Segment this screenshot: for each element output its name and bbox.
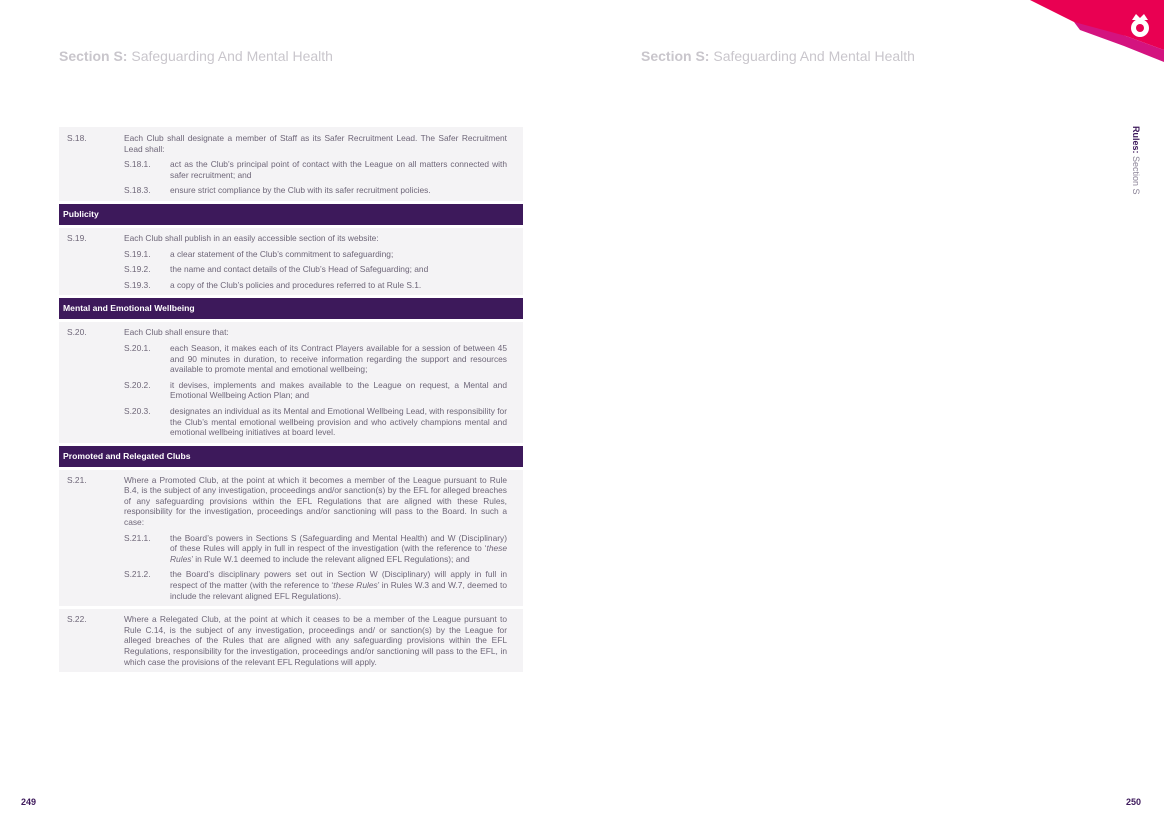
subrule-number: S.20.1. [124,342,151,353]
rule-text: Each Club shall designate a member of Staff as its Safer Recruitment Lead. The Safer Recruitment Lead shall: [124,133,507,154]
subrule-text: a copy of the Club’s policies and procedures referred to at Rule S.1. [170,279,422,290]
subrule [124,569,507,601]
rule-text: Where a Promoted Club, at the point at which it becomes a member of the League pursuant to Rule B.4, is the subject of any investigation, proceedings and/or sanction(s) by the EFL for alleged breaches of any safeguarding provisions within the EFL Regulations that are aligned with these Rules, responsibility for the investigation, proceedings and/or sanctioning will pass to the Board. In such a case: [124,474,507,528]
heading-promoted-relegated: Promoted and Relegated Clubs [59,446,523,467]
subrule-text: ensure strict compliance by the Club with its safer recruitment policies. [170,185,431,196]
side-label-bold: Rules: [1131,126,1141,154]
subrule-text: a clear statement of the Club’s commitment to safeguarding; [170,248,394,259]
subrule-number: S.18.1. [124,159,151,170]
subrule-text: each Season, it makes each of its Contract Players available for a session of between 45 and 90 minutes in duration, to receive information regarding the support and resources available to promote mental and emotional wellbeing; [170,342,507,375]
subrule-text: it devises, implements and makes available to the League on request, a Mental and Emotional Wellbeing Action Plan; and [170,379,507,401]
subrule [124,159,507,180]
section-prefix: Section S: [641,48,710,64]
heading-publicity: Publicity [59,204,523,225]
rule-text: Each Club shall publish in an easily accessible section of its website: [124,232,379,243]
subrule-text: the Board’s powers in Sections S (Safeguarding and Mental Health) and W (Disciplinary) of these Rules will apply in full in respect of the investigation (with the reference to ‘these Rules’ in Rule W.1 deemed to include the relevant aligned EFL Regulations); and [170,532,507,564]
subrule [124,533,507,565]
subrule-number: S.19.3. [124,279,151,290]
subrule [124,343,507,375]
rule-s18 [59,127,523,201]
subrule [124,185,507,196]
subrule-number: S.21.1. [124,532,151,543]
section-title: Safeguarding And Mental Health [713,48,915,64]
subrule [124,380,507,401]
subrule-text: act as the Club’s principal point of contact with the League on all matters connected with safer recruitment; and [170,159,507,180]
subrule [124,406,507,438]
heading-wellbeing: Mental and Emotional Wellbeing [59,298,523,319]
rule-number: S.22. [67,614,87,625]
subrule [124,264,507,275]
rule-number: S.21. [67,474,87,485]
subrule-text: designates an individual as its Mental and Emotional Wellbeing Lead, with responsibility for the Club’s mental emotional wellbeing provision and who actively champions mental and emotional wellbeing initiatives at board level. [170,405,507,438]
rule-number: S.20. [67,327,87,338]
subrule-number: S.19.2. [124,264,151,275]
section-title: Safeguarding And Mental Health [131,48,333,64]
rule-s21 [59,470,523,607]
rules-content [59,127,523,675]
subrule-number: S.20.3. [124,405,151,416]
subrule-number: S.19.1. [124,248,151,259]
corner-decoration [1014,0,1164,70]
page-number-right: 250 [1126,797,1142,807]
rule-number: S.19. [67,232,87,243]
rule-number: S.18. [67,133,87,143]
page-number-left: 249 [21,797,37,807]
subrule-number: S.20.2. [124,379,151,390]
section-header-left [59,48,333,64]
subrule [124,280,507,291]
rule-s22 [59,609,523,672]
rule-s20 [59,322,523,442]
section-header-right [641,48,915,64]
rule-text: Each Club shall ensure that: [124,327,229,338]
subrule [124,249,507,260]
side-label-rest: Section S [1131,156,1141,195]
section-prefix: Section S: [59,48,128,64]
rule-text: Where a Relegated Club, at the point at which it ceases to be a member of the League pursuant to Rule C.14, is the subject of any investigation, proceedings and/ or sanction(s) by the League for alleged breaches of the Rules that are aligned with any safeguarding provisions within the EFL Regulations, responsibility for the investigation, proceedings and/or sanctioning will pass to the EFL, in which case the provisions of the relevant EFL Regulations will apply. [124,614,507,667]
subrule-text: the name and contact details of the Club’s Head of Safeguarding; and [170,264,429,275]
subrule-text: the Board’s disciplinary powers set out in Section W (Disciplinary) will apply in full in respect of the matter (with the reference to ‘these Rules’ in Rules W.3 and W.7, deemed to include the relevant aligned EFL Regulations). [170,569,507,601]
side-running-label [1127,126,1141,206]
subrule-number: S.18.3. [124,185,151,196]
subrule-number: S.21.2. [124,569,151,580]
rule-s19 [59,228,523,295]
